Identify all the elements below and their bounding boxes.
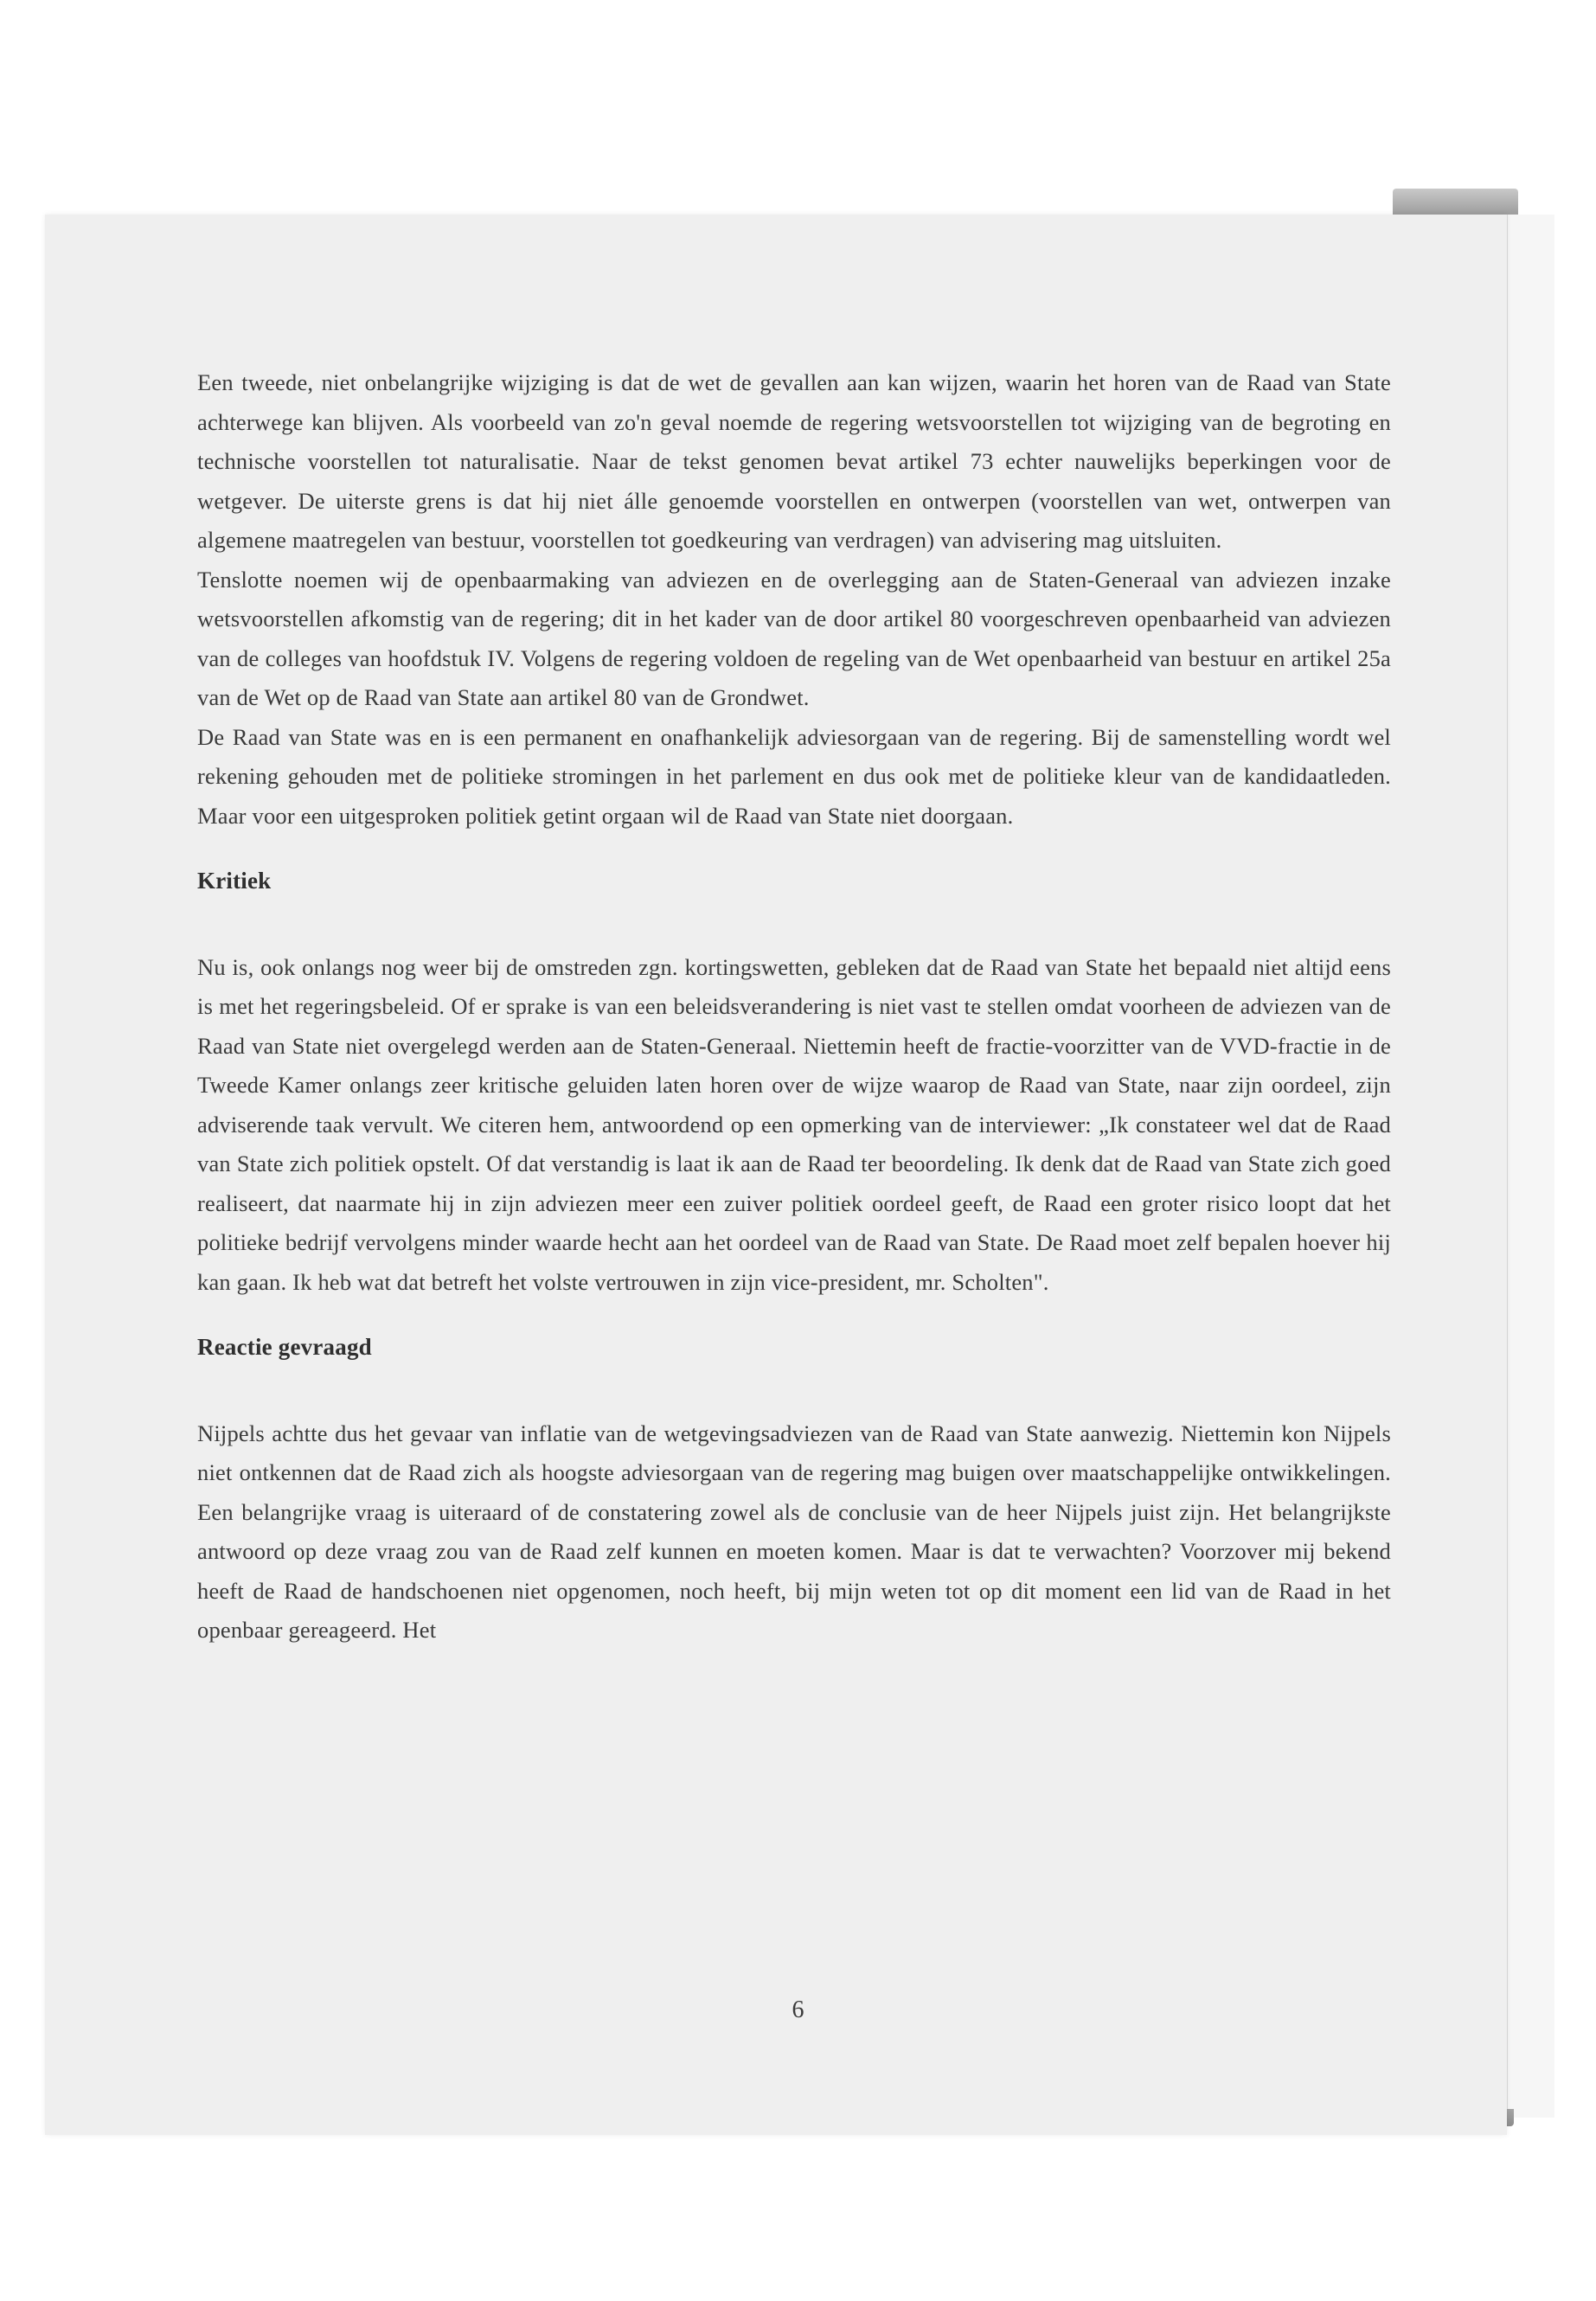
paragraph-3: De Raad van State was en is een permanent en onafhankelijk adviesorgaan van de regering. Bij de samenstelling wordt wel rekening gehouden met de politieke stromingen in het parlement en dus ook met de politieke kleur van de kandidaatleden. Maar voor een uitgesproken politiek getint orgaan wil de Raad van State niet doorgaan. bbox=[197, 723, 1391, 829]
heading-kritiek: Kritiek bbox=[197, 868, 272, 894]
paragraph-2: Tenslotte noemen wij de openbaarmaking van adviezen en de overlegging aan de Staten-Generaal van adviezen inzake wetsvoorstellen afkomstig van de regering; dit in het kader van de door artikel 80 voorgeschreven openbaarheid van adviezen van de colleges van hoofdstuk IV. Volgens de regering voldoen de regeling van de Wet openbaarheid van bestuur en artikel 25a van de Wet op de Raad van State aan artikel 80 van de Grondwet. bbox=[197, 566, 1391, 710]
paragraph-1: Een tweede, niet onbelangrijke wijziging is dat de wet de gevallen aan kan wijzen, waarin het horen van de Raad van State achterwege kan blijven. Als voorbeeld van zo'n geval noemde de regering wetsvoorstellen tot wijziging van de begroting en technische voorstellen tot naturalisatie. Naar de tekst genomen bevat artikel 73 echter nauwelijks beperkingen voor de wetgever. De uiterste grens is dat hij niet álle genoemde voorstellen en ontwerpen (voorstellen van wet, ontwerpen van algemene maatregelen van bestuur, voorstellen tot goedkeuring van verdragen) van advisering mag uitsluiten. bbox=[197, 369, 1391, 553]
paragraph-kritiek: Nu is, ook onlangs nog weer bij de omstreden zgn. kortingswetten, gebleken dat de Raad van State het bepaald niet altijd eens is met het regeringsbeleid. Of er sprake is van een beleidsverandering is niet vast te stellen omdat voorheen de adviezen van de Raad van State niet overgelegd werden aan de Staten-Generaal. Niettemin heeft de fractie-voorzitter van de VVD-fractie in de Tweede Kamer onlangs zeer kritische geluiden laten horen over de wijze waarop de Raad van State, naar zijn oordeel, zijn adviserende taak vervult. We citeren hem, antwoordend op een opmerking van de interviewer: „Ik constateer wel dat de Raad van State zich politiek opstelt. Of dat verstandig is laat ik aan de Raad ter beoordeling. Ik denk dat de Raad van State zich goed realiseert, dat naarmate hij in zijn adviezen meer een zuiver politiek oordeel geeft, de Raad een groter risico loopt dat het politieke bedrijf vervolgens minder waarde hecht aan het oordeel van de Raad van State. De Raad moet zelf bepalen hoever hij kan gaan. Ik heb wat dat betreft het volste vertrouwen in zijn vice-president, mr. Scholten". bbox=[197, 953, 1391, 1295]
heading-reactie-gevraagd: Reactie gevraagd bbox=[197, 1334, 372, 1360]
book-binding-top bbox=[1393, 189, 1518, 215]
page-number: 6 bbox=[792, 1997, 804, 2023]
text-column bbox=[197, 363, 1391, 1650]
page-edge bbox=[1507, 215, 1554, 2118]
paragraph-reactie: Nijpels achtte dus het gevaar van inflatie van de wetgevingsadviezen van de Raad van State aanwezig. Niettemin kon Nijpels niet ontkennen dat de Raad zich als hoogste adviesorgaan van de regering mag buigen over maatschappelijke ontwikkelingen. Een belangrijke vraag is uiteraard of de constatering zowel als de conclusie van de heer Nijpels juist zijn. Het belangrijkste antwoord op deze vraag zou van de Raad zelf kunnen en moeten komen. Maar is dat te verwachten? Voorzover mij bekend heeft de Raad de handschoenen niet opgenomen, noch heeft, bij mijn weten tot op dit moment een lid van de Raad in het openbaar gereageerd. Het bbox=[197, 1420, 1391, 1643]
